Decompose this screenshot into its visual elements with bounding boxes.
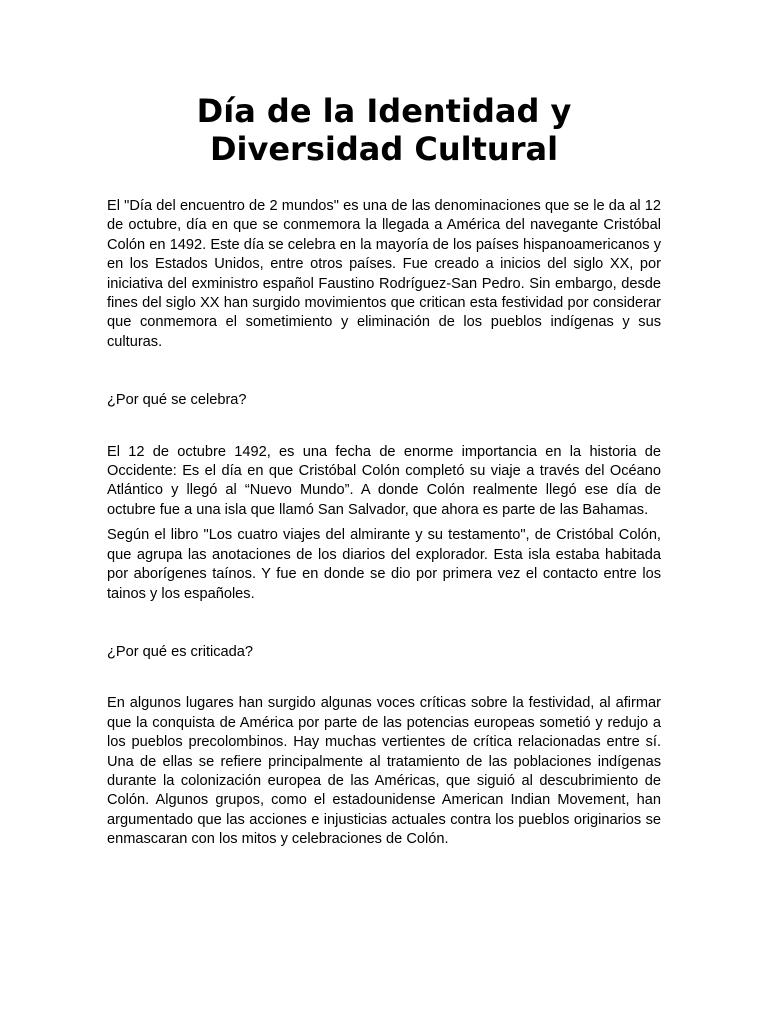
document-title: Día de la Identidad y Diversidad Cultural [196,92,572,168]
celebration-paragraph-1: El 12 de octubre 1492, es una fecha de enorme importancia en la historia de Occidente: Es el día en que Cristóbal Colón completó su viaje a través del Océano Atlántico y llegó al “Nuevo Mundo”. A donde Colón realmente llegó ese día de octubre fue a una isla que llamó San Salvador, que ahora es parte de las Bahamas. [107,443,661,518]
section-heading-criticism: ¿Por qué es criticada? [107,643,254,660]
criticism-paragraph-1: En algunos lugares han surgido algunas voces críticas sobre la festividad, al afirmar que la conquista de América por parte de las potencias europeas sometió y redujo a los pueblos precolombinos. Hay muchas vertientes de crítica relacionadas entre sí. Una de ellas se refiere principalmente al tratamiento de las poblaciones indígenas durante la colonización europea de las Américas, que siguió al descubrimiento de Colón. Algunos grupos, como el estadounidense American Indian Movement, han argumentado que las acciones e injusticias actuales contra los pueblos originarios se enmascaran con los mitos y celebraciones de Colón. [107,695,661,848]
section-heading-celebration: ¿Por qué se celebra? [107,392,247,409]
celebration-paragraph-2: Según el libro "Los cuatro viajes del almirante y su testamento", de Cristóbal Colón, que agrupa las anotaciones de los diarios del explorador. Esta isla estaba habitada por aborígenes taínos. Y fue en donde se dio por primera vez el contacto entre los tainos y los españoles. [107,527,661,602]
intro-paragraph: El "Día del encuentro de 2 mundos" es una de las denominaciones que se le da al 12 de octubre, día en que se conmemora la llegada a América del navegante Cristóbal Colón en 1492. Este día se celebra en la mayoría de los países hispanoamericanos y en los Estados Unidos, entre otros países. Fue creado a inicios del siglo XX, por iniciativa del exministro español Faustino Rodríguez-San Pedro. Sin embargo, desde fines del siglo XX han surgido movimientos que critican esta festividad por considerar que conmemora el sometimiento y eliminación de los pueblos indígenas y sus culturas. [107,198,661,350]
document-body [107,92,661,850]
